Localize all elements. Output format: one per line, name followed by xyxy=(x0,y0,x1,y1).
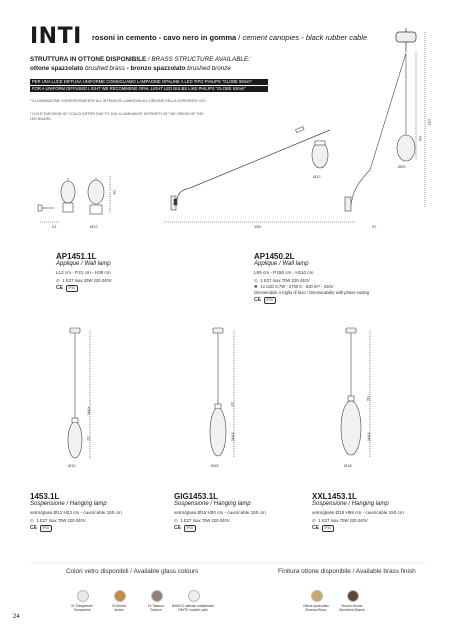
bulb-spec: 1 E27 max 20W 220-240V xyxy=(62,278,112,283)
subtitle-en: cement canopies - black rubber cable xyxy=(242,33,368,42)
swatch-label xyxy=(330,604,374,612)
bulb-row xyxy=(254,278,424,283)
bulb-row xyxy=(312,518,442,523)
colour-swatch xyxy=(151,590,163,602)
subtitle-it: rosoni in cemento - cavo nero in gomma xyxy=(92,33,237,42)
dim-label: Ø20 xyxy=(398,164,406,169)
ceiling-canopy xyxy=(396,28,416,52)
ce-mark: CE xyxy=(56,285,63,292)
note-it: * ILLUMINAZIONE CORRISPONDENTE ALL'INTENSITÀ LUMINOSA ALL'ORIGINE DELLA SORGENTE LED. xyxy=(30,99,207,103)
led-icon: ✺ xyxy=(254,284,258,289)
product-code: AP1451.1L xyxy=(56,252,97,261)
finish-b: - bronzo spazzolato xyxy=(126,65,186,72)
product-card-1453 xyxy=(30,492,160,532)
product-card-gig1453 xyxy=(174,492,304,532)
finish-a: ottone spazzolato xyxy=(30,65,84,72)
dim-label: 97 xyxy=(372,224,377,229)
bulb-icon: ⊙ xyxy=(30,518,34,523)
bulb-icon: ⊙ xyxy=(254,278,258,283)
wall-lamp-small-drawing xyxy=(38,176,110,222)
dim-label: 63 xyxy=(417,136,423,141)
bulb-icon: ⊙ xyxy=(56,278,60,283)
dim-label: Ø15 xyxy=(211,463,219,468)
swatch-label-en: Amber xyxy=(114,608,124,613)
product-card-ap1451 xyxy=(56,252,216,292)
product-type: Sospensione / Hanging lamp xyxy=(30,501,107,507)
cert-row xyxy=(30,525,160,532)
dimmer-note: Dimmerabile a triglia di fase / Dimmerability with phase cutting xyxy=(254,290,370,295)
cert-row xyxy=(174,525,304,532)
product-code: 1453.1L xyxy=(30,492,60,501)
product-dims: vetro/glass Ø12 H23 cm - cavo/cable 150 cm xyxy=(30,510,122,515)
dim-label: MAX xyxy=(229,432,235,441)
page-subtitle: rosoni in cemento - cavo nero in gomma / cement canopies - black rubber cable xyxy=(92,33,368,42)
colour-swatch xyxy=(188,590,200,602)
ce-mark: CE xyxy=(312,525,319,532)
bulb-row xyxy=(56,278,216,283)
product-code: GIG1453.1L xyxy=(174,492,219,501)
wall-lamp-arm-drawing-right xyxy=(312,32,425,211)
product-type: Sospensione / Hanging lamp xyxy=(312,501,389,507)
swatch-label-it: BIANCO satinato metallizzato xyxy=(172,604,214,608)
dim-label: Ø18 xyxy=(344,463,352,468)
ce-mark: CE xyxy=(174,525,181,532)
bulb-spec: 1 E27 max 70W 220-240V xyxy=(36,518,86,523)
ip-badge: IP20 xyxy=(40,525,52,532)
dim-label: MAX xyxy=(365,432,371,441)
bulb-icon: ⊙ xyxy=(174,518,178,523)
colour-swatch xyxy=(347,590,359,602)
recommend-bar-en: FOR A UNIFORM DIFFUSED LIGHT WE RECOMMEND OPAL LIGHT LED BULBS LIKE PHILIPS "GLOBE 93mm" xyxy=(30,86,268,92)
swatch-label-it: Bronzo brunito xyxy=(341,604,363,608)
dim-label: 156 xyxy=(254,224,261,229)
recommend-bar-it: PER UNA LUCE DIFFUSA UNIFORME CONSIGLIAMO LAMPADINE OPALINE A LED TIPO PHILIPS "GLOBE 93mm" xyxy=(30,79,268,85)
cert-row xyxy=(254,297,424,304)
product-dims: L12 cm - P21 cm - H38 cm xyxy=(56,270,111,275)
swatch-label-it: 16 Tabacco xyxy=(147,604,165,608)
ip-badge: IP20 xyxy=(184,525,196,532)
glass-colours-title: Colori vetro disponibili / Available glass colours xyxy=(66,568,199,575)
note-en: * LIGHT EMISSION OF COULD DIFFER DUE TO 10% ILLUMINANCE INTENSITY AT THE ORIGIN OF THE LED BOARD. xyxy=(30,112,204,121)
colour-swatch xyxy=(77,590,89,602)
bulb-row xyxy=(174,518,304,523)
product-type: Applique / Wall lamp xyxy=(254,261,309,267)
colour-swatch xyxy=(311,590,323,602)
bulb-spec: 1 E27 max 70W 220-240V xyxy=(260,278,310,283)
swatch-label xyxy=(171,604,215,612)
finish-b-en: brushed bronze xyxy=(187,65,231,72)
dim-label: 21 xyxy=(52,224,57,229)
colour-swatch xyxy=(114,590,126,602)
dim-label: Ø12 xyxy=(313,174,321,179)
product-code: AP1450.2L xyxy=(254,252,295,261)
swatch-label-en: Tobacco xyxy=(150,608,162,613)
swatch-label-it: Ottone spazzolato xyxy=(303,604,329,608)
ip-badge: IP20 xyxy=(66,285,78,292)
brass-finish-title: Finitura ottone disponibile / Available brass finish xyxy=(278,568,416,575)
ce-mark: CE xyxy=(254,297,261,304)
dim-label: Ø12 xyxy=(68,463,76,468)
wall-lamp-arm-drawing-left xyxy=(164,127,356,222)
product-type: Sospensione / Hanging lamp xyxy=(174,501,251,507)
dim-label: 110 xyxy=(426,119,432,126)
page-title: INTI xyxy=(30,24,82,49)
ip-badge: IP20 xyxy=(322,525,334,532)
product-card-ap1450 xyxy=(254,252,424,304)
ip-badge: IP20 xyxy=(264,297,276,304)
dim-label: 30 xyxy=(111,190,117,195)
dim-label: Ø12 xyxy=(90,224,98,229)
dim-label: 22 xyxy=(85,436,91,441)
product-code: XXL1453.1L xyxy=(312,492,357,501)
swatch-label-en: Transparent xyxy=(73,608,91,613)
bulb-row xyxy=(30,518,160,523)
structure-it: STRUTTURA IN OTTONE DISPONIBILE xyxy=(30,56,147,63)
product-dims: L89 cm - P156 cm - H110 cm xyxy=(254,270,314,275)
product-type: Applique / Wall lamp xyxy=(56,261,111,267)
dim-label: MAX xyxy=(85,406,91,415)
cert-row xyxy=(56,285,216,292)
swatch-label-it: 03 Ambra xyxy=(112,604,126,608)
product-dims: vetro/glass Ø18 H58 cm - cavo/cable 150 cm xyxy=(312,510,404,515)
bulb-spec: 1 E27 max 70W 220-240V xyxy=(318,518,368,523)
page-number: 24 xyxy=(13,614,20,620)
swatch-label-it: 01 Trasparente xyxy=(71,604,93,608)
swatch-label-en: Burnished Bronze xyxy=(339,608,365,613)
bulb-icon: ⊙ xyxy=(312,518,316,523)
dim-label: 50 xyxy=(365,396,371,401)
led-row xyxy=(254,284,424,289)
finish-a-en: brushed brass xyxy=(84,65,125,72)
swatch-label-en: WHITE metallic satin xyxy=(178,608,208,613)
led-spec: 1x LED 8,7W - 2700 K - 530 lm* - 230V xyxy=(260,284,334,289)
product-dims: vetro/glass Ø15 H30 cm - cavo/cable 150 cm xyxy=(174,510,266,515)
cert-row xyxy=(312,525,442,532)
product-card-xxl1453 xyxy=(312,492,442,532)
structure-en: / BRASS STRUCTURE AVAILABLE: xyxy=(147,56,250,63)
swatch-label-en: Brushed Brass xyxy=(305,608,327,613)
ce-mark: CE xyxy=(30,525,37,532)
bulb-spec: 1 E27 max 70W 220-240V xyxy=(180,518,230,523)
dim-label: 33 xyxy=(229,402,235,407)
